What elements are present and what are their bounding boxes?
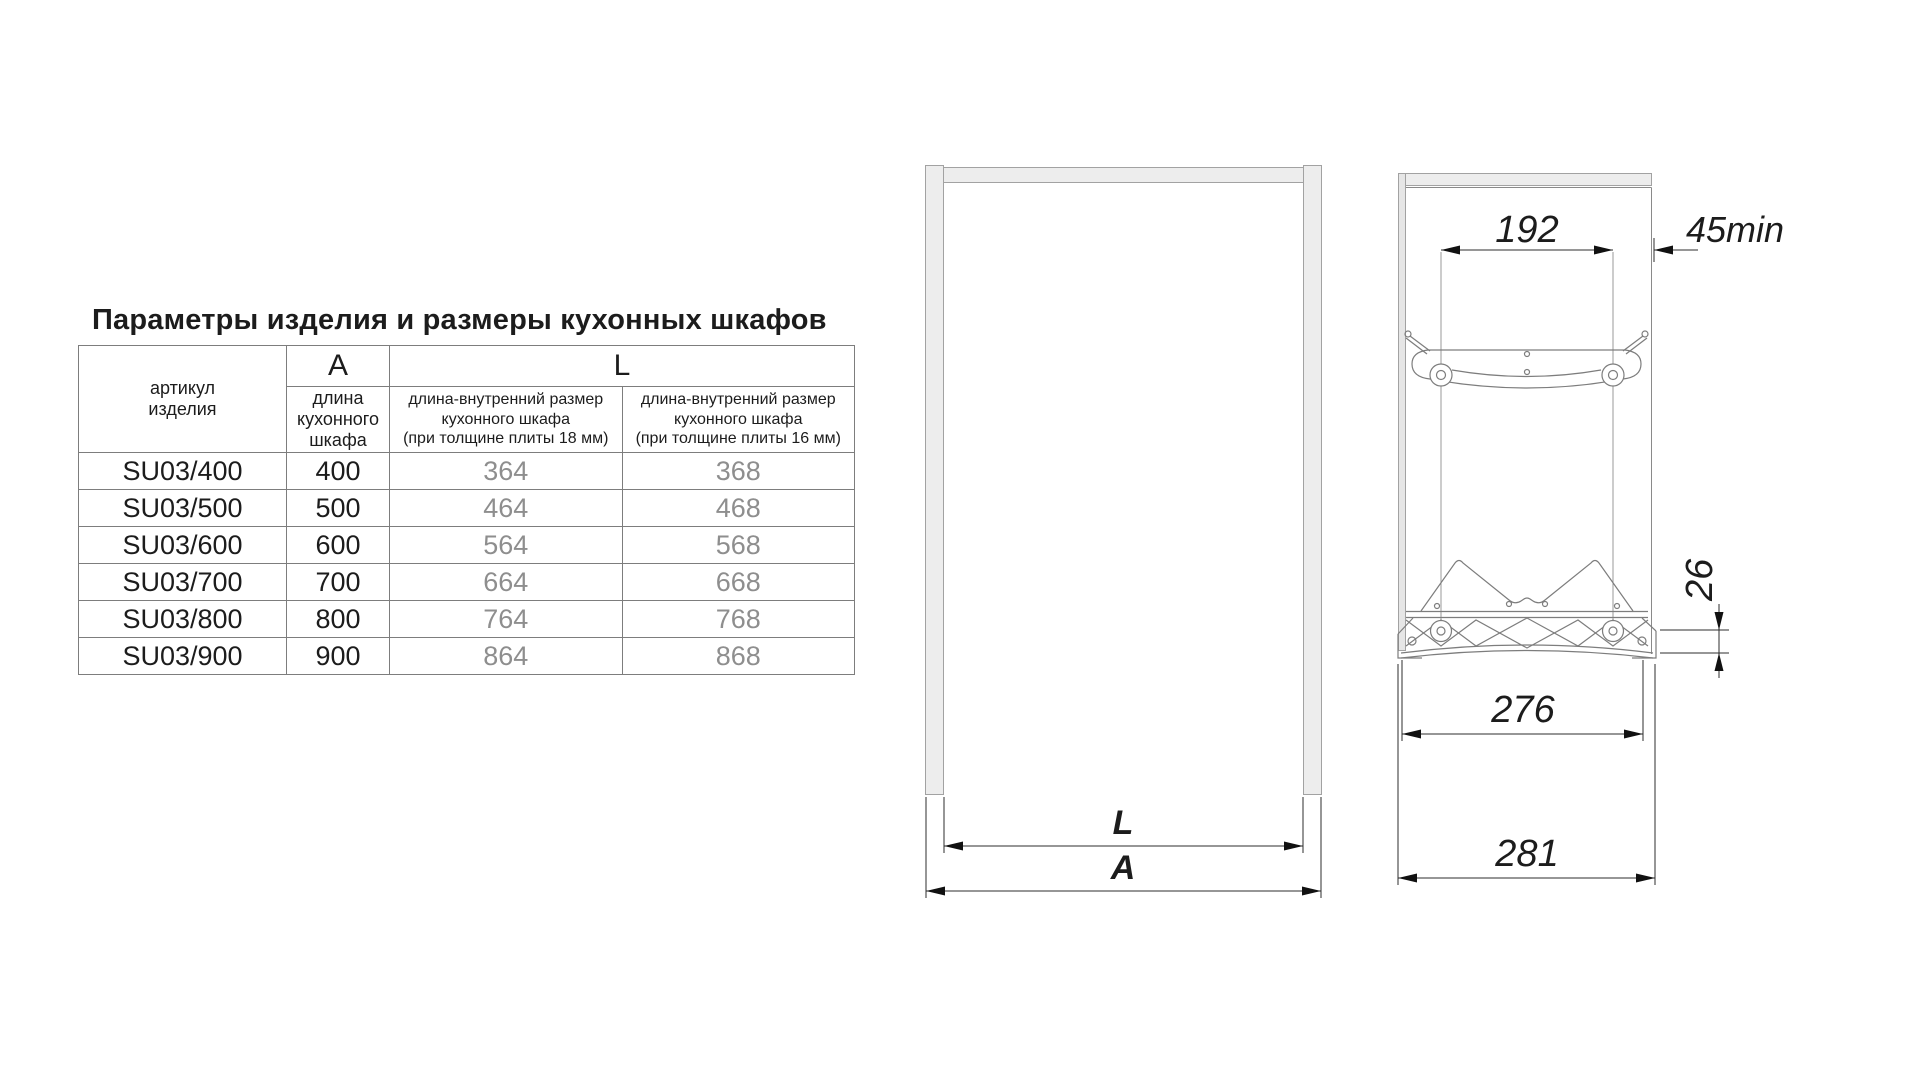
l18-cell: 364 [390, 453, 623, 490]
header-a-sub-line: шкафа [309, 430, 367, 451]
header-article-line: артикул [149, 377, 216, 398]
front-view-diagram [926, 166, 1322, 899]
base-width-value: 276 [1491, 689, 1555, 731]
a-cell: 800 [287, 601, 390, 638]
l18-cell: 564 [390, 527, 623, 564]
l18-cell: 864 [390, 638, 623, 675]
article-cell: SU03/900 [79, 638, 287, 675]
a-cell: 900 [287, 638, 390, 675]
a-cell: 600 [287, 527, 390, 564]
top-width-value: 192 [1495, 209, 1559, 251]
a-cell: 700 [287, 564, 390, 601]
side-view-diagram [1398, 174, 1784, 886]
article-cell: SU03/400 [79, 453, 287, 490]
l18-cell: 664 [390, 564, 623, 601]
header-l16-line: (при толщине плиты 16 мм) [635, 430, 841, 448]
l18-cell: 464 [390, 490, 623, 527]
l16-cell: 768 [622, 601, 855, 638]
l16-cell: 668 [622, 564, 855, 601]
header-a-sub-line: кухонного [297, 408, 379, 429]
outer-width-label: A [1110, 849, 1136, 887]
dimension-192 [1441, 209, 1613, 630]
header-a-letter: A [287, 346, 390, 387]
a-cell: 500 [287, 490, 390, 527]
dimension-45min [1654, 209, 1784, 262]
l16-cell: 868 [622, 638, 855, 675]
header-l16-line: кухонного шкафа [674, 410, 803, 428]
min-gap-value: 45min [1686, 209, 1785, 250]
l18-cell: 764 [390, 601, 623, 638]
header-l18-line: (при толщине плиты 18 мм) [403, 430, 609, 448]
article-cell: SU03/600 [79, 527, 287, 564]
page-title: Параметры изделия и размеры кухонных шкафов [92, 304, 827, 336]
l16-cell: 368 [622, 453, 855, 490]
base-height-value: 26 [1679, 558, 1721, 601]
side-wall-strip [1399, 174, 1406, 651]
lower-base [1398, 561, 1656, 659]
header-article-line: изделия [148, 399, 217, 419]
a-cell: 400 [287, 453, 390, 490]
l16-cell: 568 [622, 527, 855, 564]
article-cell: SU03/800 [79, 601, 287, 638]
left-side-panel [926, 166, 944, 795]
full-width-value: 281 [1495, 833, 1559, 875]
header-l-letter: L [390, 346, 855, 387]
header-a-sub-line: длина [312, 387, 364, 408]
l16-cell: 468 [622, 490, 855, 527]
header-l18-line: кухонного шкафа [441, 410, 570, 428]
top-panel [944, 168, 1304, 183]
article-cell: SU03/500 [79, 490, 287, 527]
dimension-276 [1402, 660, 1643, 741]
right-side-panel [1304, 166, 1322, 795]
side-top-panel [1399, 174, 1652, 186]
article-cell: SU03/700 [79, 564, 287, 601]
dimension-L [944, 797, 1303, 853]
inner-width-label: L [1112, 804, 1134, 842]
header-l16-line: длина-внутренний размер [640, 391, 836, 409]
header-l18-line: длина-внутренний размер [408, 391, 604, 409]
dimension-26 [1660, 558, 1729, 678]
